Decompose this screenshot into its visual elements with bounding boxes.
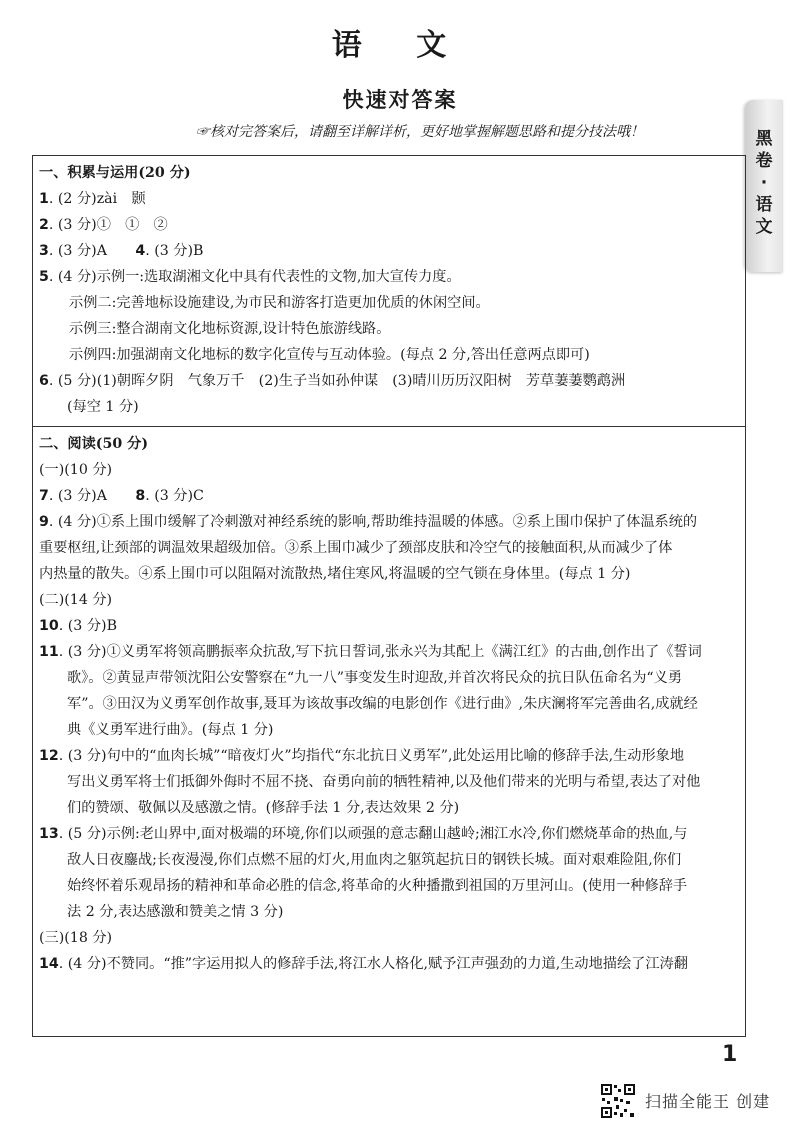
question-number: 12: [39, 748, 59, 764]
answer-text: . (3 分)C: [145, 488, 204, 504]
scanner-watermark: 扫描全能王 创建: [645, 1092, 771, 1111]
answer-item: [39, 951, 739, 977]
side-tab-label: 黑卷·语文: [755, 129, 773, 237]
qr-code-icon: [600, 1083, 636, 1119]
question-number: 3: [39, 243, 49, 259]
answer-item: [39, 264, 739, 290]
answer-text: . (4 分)示例一:选取湖湘文化中具有代表性的文物,加大宣传力度。: [48, 269, 461, 285]
part-heading: (三)(18 分): [39, 930, 113, 946]
answer-line: 示例四:加强湖南文化地标的数字化宣传与互动体验。(每点 2 分,答出任意两点即可): [69, 347, 590, 363]
instruction-note: ☞核对完答案后，请翻至详解详析，更好地掌握解题思路和提分技法哦！: [196, 124, 644, 140]
section-reading: [33, 427, 745, 981]
answer-text: . (3 分)B: [145, 243, 204, 259]
question-number: 7: [39, 488, 49, 504]
question-number: 11: [39, 644, 59, 660]
answer-text: . (3 分)①义勇军将领高鹏振率众抗敌,写下抗日誓词,张永兴为其配上《满江红》的古曲,创作出了《誓词: [58, 644, 702, 660]
answer-item: [39, 368, 739, 394]
answer-item: [39, 483, 739, 509]
section-accumulation: [33, 156, 745, 427]
part-heading: (一)(10 分): [39, 462, 113, 478]
answer-item: [39, 238, 739, 264]
page-title: 语 文: [331, 28, 469, 63]
question-number: 9: [39, 514, 49, 530]
answer-line: 示例三:整合湖南文化地标资源,设计特色旅游线路。: [69, 321, 391, 337]
answer-text: . (3 分)① ① ②: [48, 217, 168, 233]
question-number: 10: [39, 618, 59, 634]
answer-item: [39, 639, 739, 665]
answer-item: [39, 186, 739, 212]
answer-text: . (3 分)A: [48, 243, 122, 259]
answer-text: . (3 分)A: [48, 488, 122, 504]
question-number: 4: [135, 243, 146, 259]
section-heading: 一、积累与运用(20 分): [39, 165, 191, 181]
answer-item: [39, 613, 739, 639]
answer-text: . (5 分)(1)朝晖夕阴 气象万千 (2)生子当如孙仲谋 (3)晴川历历汉阳树 芳草萋萋鹦鹉洲: [48, 373, 626, 389]
answer-line: 敌人日夜鏖战;长夜漫漫,你们点燃不屈的灯火,用血肉之躯筑起抗日的钢铁长城。面对艰难险阻,你们: [67, 852, 682, 868]
page-subtitle: 快速对答案: [342, 87, 458, 112]
answer-line: 军”。③田汉为义勇军创作故事,聂耳为该故事改编的电影创作《进行曲》,朱庆澜将军完善曲名,成就经: [67, 696, 698, 712]
answer-text: . (5 分)示例:老山界中,面对极端的环境,你们以顽强的意志翻山越岭;湘江水冷,你们燃烧革命的热血,与: [58, 826, 688, 842]
question-number: 2: [39, 217, 49, 233]
answer-text: . (4 分)①系上围巾缓解了冷刺激对神经系统的影响,帮助维持温暖的体感。②系上围巾保护了体温系统的: [48, 514, 698, 530]
answer-item: [39, 212, 739, 238]
answer-line: 法 2 分,表达感激和赞美之情 3 分): [67, 904, 284, 920]
answer-line: 写出义勇军将士们抵御外侮时不屈不挠、奋勇向前的牺牲精神,以及他们带来的光明与希望,表达了对他: [67, 774, 701, 790]
question-number: 13: [39, 826, 59, 842]
answer-text: . (2 分)zài 颢: [48, 191, 146, 207]
question-number: 5: [39, 269, 49, 285]
question-number: 8: [135, 488, 146, 504]
answer-text: . (3 分)句中的“血肉长城”“暗夜灯火”均指代“东北抗日义勇军”,此处运用比喻的修辞手法,生动形象地: [58, 748, 685, 764]
part-heading: (二)(14 分): [39, 592, 113, 608]
question-number: 6: [39, 373, 49, 389]
answer-item: [39, 743, 739, 769]
answer-line: 们的赞颂、敬佩以及感激之情。(修辞手法 1 分,表达效果 2 分): [67, 800, 460, 816]
answer-box: [32, 155, 746, 1037]
side-tab: [745, 100, 783, 272]
question-number: 14: [39, 956, 59, 972]
answer-line: 歌》。②黄显声带领沈阳公安警察在“九一八”事变发生时迎敌,并首次将民众的抗日队伍命名为“义勇: [67, 670, 683, 686]
section-heading: 二、阅读(50 分): [39, 436, 149, 452]
answer-text: . (4 分)不赞同。“推”字运用拟人的修辞手法,将江水人格化,赋予江声强劲的力道,生动地描绘了江涛翻: [58, 956, 688, 972]
question-number: 1: [39, 191, 49, 207]
answer-line: 示例二:完善地标设施建设,为市民和游客打造更加优质的休闲空间。: [69, 295, 490, 311]
answer-line: 内热量的散失。④系上围巾可以阻隔对流散热,堵住寒风,将温暖的空气锁在身体里。(每点 1 分): [39, 566, 631, 582]
page-number: 1: [722, 1042, 738, 1067]
answer-line: 始终怀着乐观昂扬的精神和革命必胜的信念,将革命的火种播撒到祖国的万里河山。(使用一种修辞手: [67, 878, 688, 894]
answer-line: 重要枢纽,让颈部的调温效果超级加倍。③系上围巾减少了颈部皮肤和冷空气的接触面积,从而减少了体: [39, 540, 673, 556]
answer-line: (每空 1 分): [67, 399, 139, 415]
answer-line: 典《义勇军进行曲》。(每点 1 分): [67, 722, 274, 738]
answer-text: . (3 分)B: [58, 618, 117, 634]
answer-item: [39, 509, 739, 535]
answer-item: [39, 821, 739, 847]
